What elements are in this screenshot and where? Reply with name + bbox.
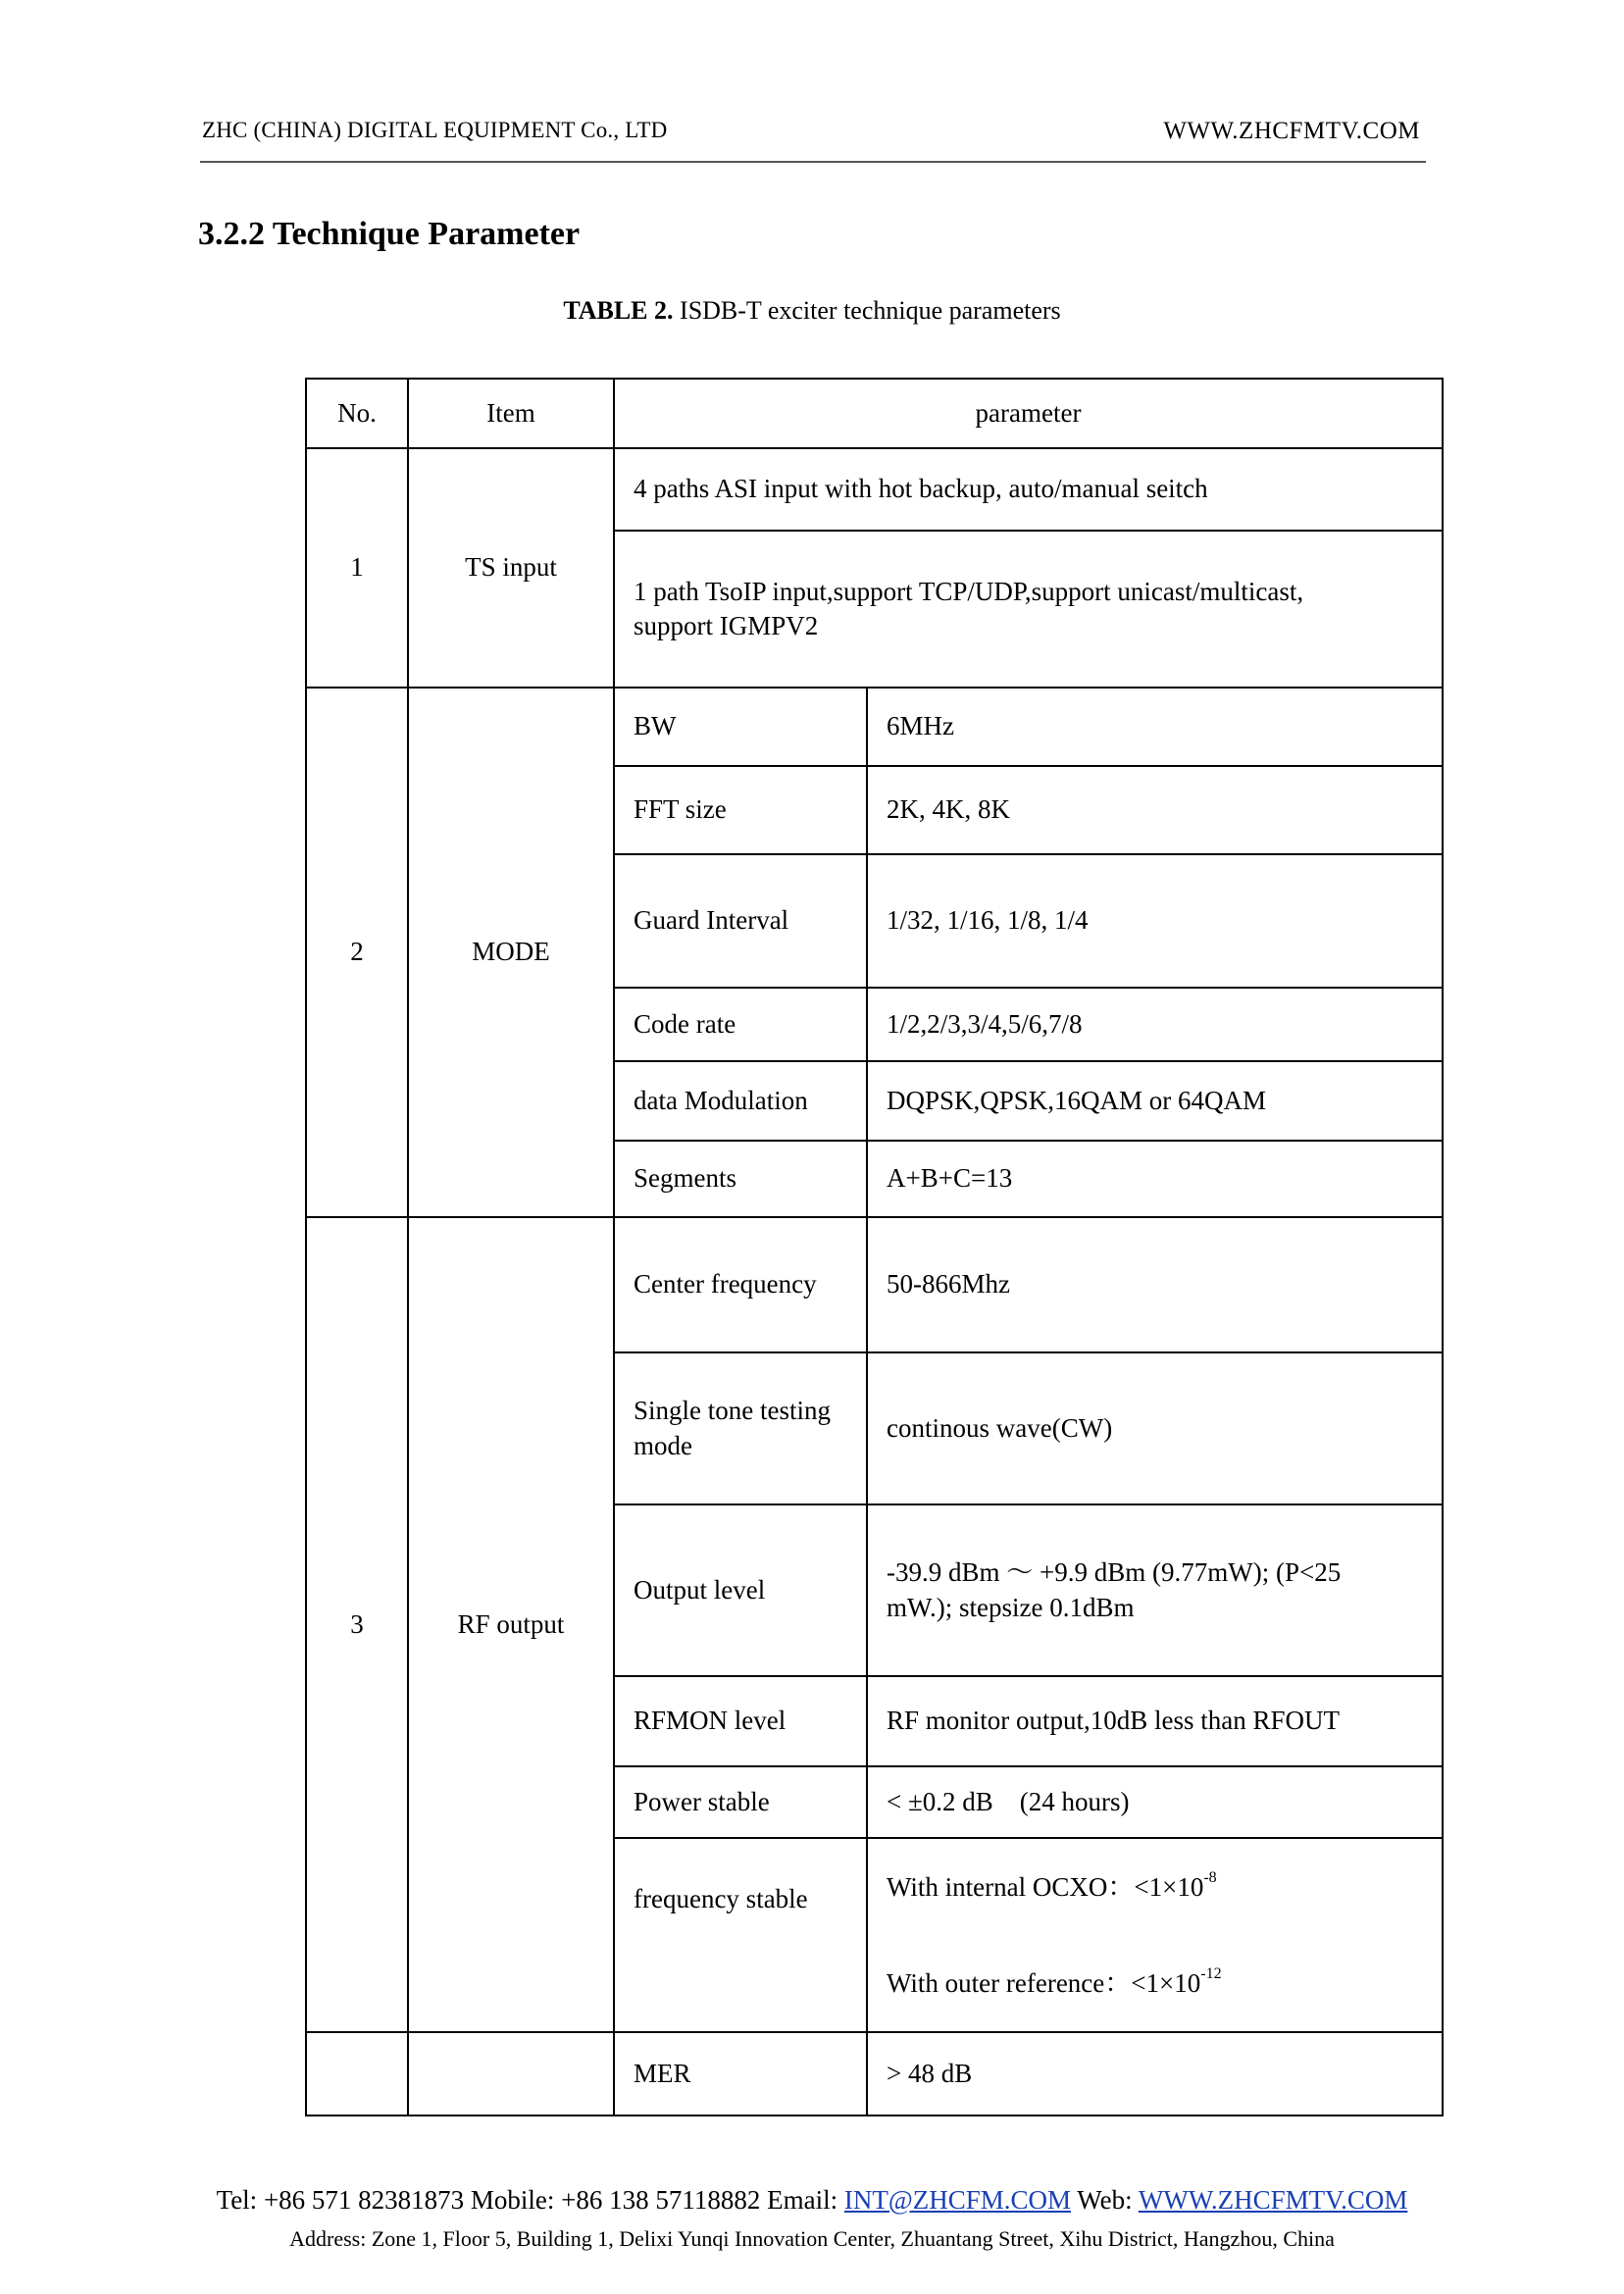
param-value: 50-866Mhz [867, 1217, 1443, 1352]
param-name [614, 1352, 867, 1504]
param-value: 1/32, 1/16, 1/8, 1/4 [867, 854, 1443, 988]
param-value-line: 1 path TsoIP input,support TCP/UDP,support unicast/multicast, [634, 576, 1304, 606]
param-name: FFT size [614, 766, 867, 854]
param-name: RFMON level [614, 1676, 867, 1766]
param-value: 2K, 4K, 8K [867, 766, 1443, 854]
param-value-line: mW.); stepsize 0.1dBm [887, 1592, 1135, 1622]
param-value: DQPSK,QPSK,16QAM or 64QAM [867, 1061, 1443, 1141]
empty-cell [408, 2032, 614, 2116]
param-value: 4 paths ASI input with hot backup, auto/manual seitch [614, 448, 1443, 531]
param-name: Center frequency [614, 1217, 867, 1352]
param-name: Guard Interval [614, 854, 867, 988]
footer-email-link[interactable]: INT@ZHCFM.COM [843, 2185, 1072, 2215]
param-name: Output level [614, 1504, 867, 1676]
footer-web-link[interactable]: WWW.ZHCFMTV.COM [1138, 2185, 1408, 2215]
table-row [306, 688, 1443, 766]
parameters-table [305, 378, 1444, 2116]
row-no: 3 [306, 1217, 408, 2032]
header-no: No. [306, 379, 408, 448]
row-no: 1 [306, 448, 408, 688]
empty-cell [306, 2032, 408, 2116]
param-value-line: With outer reference：<1×10 [887, 1968, 1201, 1998]
row-item: TS input [408, 448, 614, 688]
header-company: ZHC (CHINA) DIGITAL EQUIPMENT Co., LTD [202, 118, 668, 142]
row-no: 2 [306, 688, 408, 1217]
table-row [306, 448, 1443, 531]
param-value [867, 1504, 1443, 1676]
header-item: Item [408, 379, 614, 448]
param-name-line: mode [634, 1430, 692, 1460]
footer-tel: Tel: +86 571 82381873 Mobile: +86 138 57118882 Email: [216, 2185, 838, 2215]
header-divider [200, 161, 1426, 163]
section-title: 3.2.2 Technique Parameter [198, 216, 581, 252]
param-name: MER [614, 2032, 867, 2116]
header-parameter: parameter [614, 379, 1443, 448]
exponent: -12 [1200, 1965, 1222, 1982]
param-value: continous wave(CW) [867, 1352, 1443, 1504]
exponent: -8 [1203, 1869, 1217, 1886]
param-name-line: Single tone testing [634, 1396, 831, 1426]
table-row [306, 2032, 1443, 2116]
footer-contact [0, 2185, 1624, 2216]
param-name: data Modulation [614, 1061, 867, 1141]
param-value-line: With internal OCXO：<1×10 [887, 1872, 1204, 1902]
table-row [306, 1217, 1443, 1352]
row-item: RF output [408, 1217, 614, 2032]
param-value [614, 531, 1443, 688]
param-name: Code rate [614, 988, 867, 1061]
caption-label: TABLE 2. [563, 296, 674, 325]
param-name: BW [614, 688, 867, 766]
param-value: A+B+C=13 [867, 1141, 1443, 1217]
param-name: Power stable [614, 1766, 867, 1838]
param-value: 6MHz [867, 688, 1443, 766]
param-name: frequency stable [614, 1838, 867, 2032]
table-header-row [306, 379, 1443, 448]
param-value: < ±0.2 dB (24 hours) [867, 1766, 1443, 1838]
param-value: RF monitor output,10dB less than RFOUT [867, 1676, 1443, 1766]
row-item: MODE [408, 688, 614, 1217]
param-value: > 48 dB [867, 2032, 1443, 2116]
param-value: 1/2,2/3,3/4,5/6,7/8 [867, 988, 1443, 1061]
table-caption [0, 296, 1624, 326]
footer-web-label: Web: [1077, 2185, 1133, 2215]
param-name: Segments [614, 1141, 867, 1217]
caption-text: ISDB-T exciter technique parameters [680, 296, 1061, 325]
footer-address: Address: Zone 1, Floor 5, Building 1, Delixi Yunqi Innovation Center, Zhuantang Street, Xihu District, Hangzhou, China [289, 2226, 1335, 2251]
param-value-line: -39.9 dBm ～ +9.9 dBm (9.77mW); (P<25 [887, 1557, 1342, 1588]
param-value [867, 1838, 1443, 2032]
header-website: WWW.ZHCFMTV.COM [1163, 118, 1420, 144]
param-value-line: support IGMPV2 [634, 611, 819, 640]
